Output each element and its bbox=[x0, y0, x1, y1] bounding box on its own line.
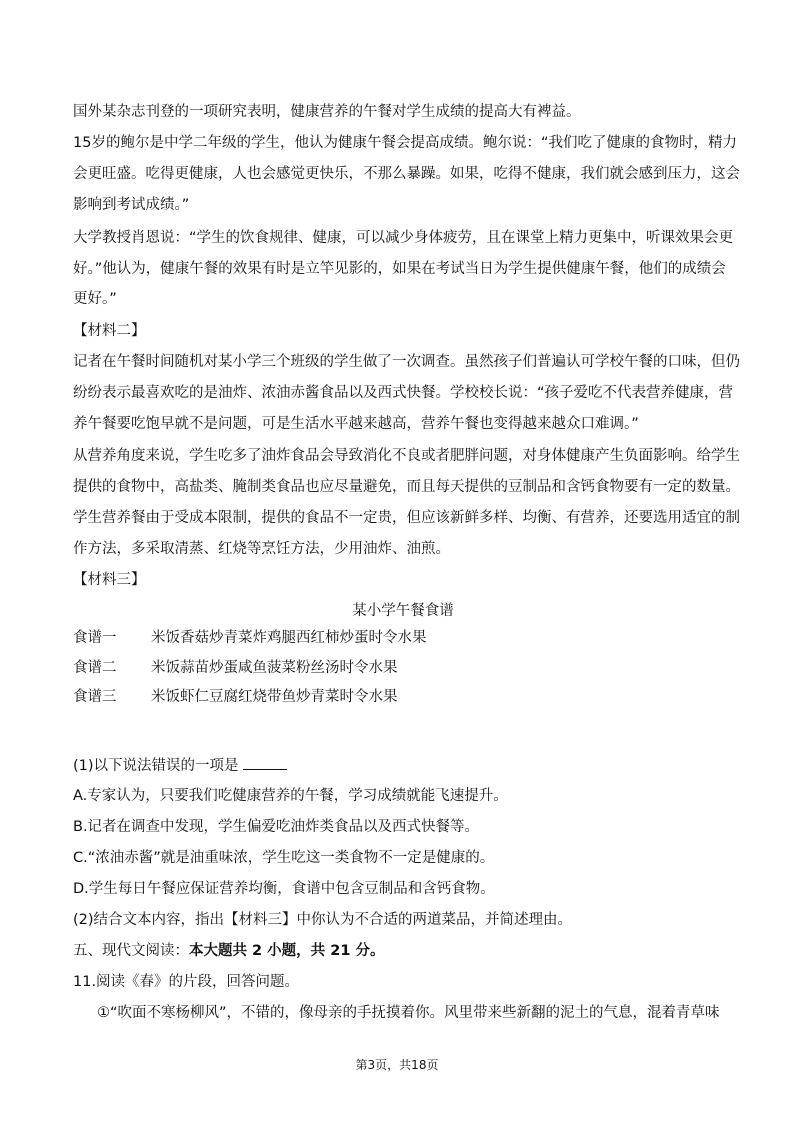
paragraph-line: 纷纷表示最喜欢吃的是油炸、浓油赤酱食品以及西式快餐。学校校长说：“孩子爱吃不代表营养健康，营 bbox=[73, 385, 734, 401]
paragraph-line: 国外某杂志刊登的一项研究表明，健康营养的午餐对学生成绩的提高大有裨益。 bbox=[73, 104, 581, 120]
paragraph-line: 提供的食物中，高盐类、腌制类食品也应尽量避免，而且每天提供的豆制品和含钙食物要有一定的数量。 bbox=[73, 479, 740, 495]
section-five-prefix: 五、现代文阅读： bbox=[73, 943, 189, 959]
section-five-heading bbox=[73, 941, 733, 961]
menu-row bbox=[73, 687, 398, 707]
menu-row-name: 食谱三 bbox=[73, 689, 117, 705]
option-a: A.专家认为，只要我们吃健康营养的午餐，学习成绩就能飞速提升。 bbox=[73, 788, 508, 804]
excerpt-line: ①“吹面不寒杨柳风”，不错的，像母亲的手抚摸着你。风里带来些新翻的泥土的气息，混着青草味 bbox=[97, 1005, 720, 1021]
option-d: D.学生每日午餐应保证营养均衡，食谱中包含豆制品和含钙食物。 bbox=[73, 881, 495, 897]
question-11: 11.阅读《春》的片段，回答问题。 bbox=[73, 974, 300, 990]
menu-row bbox=[73, 628, 427, 648]
answer-blank[interactable] bbox=[243, 755, 287, 770]
paragraph-line: 影响到考试成绩。” bbox=[73, 197, 190, 213]
question-1-text: (1)以下说法错误的一项是 bbox=[73, 758, 239, 774]
menu-row-items: 米饭蒜苗炒蛋咸鱼菠菜粉丝汤时令水果 bbox=[151, 660, 398, 676]
menu-row-items: 米饭虾仁豆腐红烧带鱼炒青菜时令水果 bbox=[151, 689, 398, 705]
material-three-heading: 【材料三】 bbox=[73, 572, 146, 588]
paragraph-line: 记者在午餐时间随机对某小学三个班级的学生做了一次调查。虽然孩子们普遍认可学校午餐的口味，但仍 bbox=[73, 354, 740, 370]
menu-title: 某小学午餐食谱 bbox=[352, 603, 454, 619]
paragraph-line: 大学教授肖恩说：“学生的饮食规律、健康，可以减少身体疲劳，且在课堂上精力更集中，听课效果会更 bbox=[73, 230, 734, 246]
paragraph-line: 好。”他认为，健康午餐的效果有时是立竿见影的，如果在考试当日为学生提供健康午餐，他们的成绩会 bbox=[73, 261, 726, 277]
question-2: (2)结合文本内容，指出【材料三】中你认为不合适的两道菜品，并简述理由。 bbox=[73, 912, 573, 928]
section-five-detail: 本大题共 2 小题，共 21 分。 bbox=[189, 943, 385, 959]
paragraph-line: 会更旺盛。吃得更健康，人也会感觉更快乐，不那么暴躁。如果，吃得不健康，我们就会感到压力，这会 bbox=[73, 166, 740, 182]
menu-row bbox=[73, 658, 398, 678]
question-1 bbox=[73, 755, 733, 776]
paragraph-line: 养午餐要吃饱早就不是问题，可是生活水平越来越高，营养午餐也变得越来越众口难调。” bbox=[73, 416, 639, 432]
paragraph-line: 15岁的鲍尔是中学二年级的学生，他认为健康午餐会提高成绩。鲍尔说：“我们吃了健康的食物时，精力 bbox=[73, 135, 737, 151]
menu-row-name: 食谱二 bbox=[73, 660, 117, 676]
page-footer: 第3页，共18页 bbox=[355, 1058, 439, 1072]
material-two-heading: 【材料二】 bbox=[73, 323, 146, 339]
menu-row-items: 米饭香菇炒青菜炸鸡腿西红柿炒蛋时令水果 bbox=[151, 630, 427, 646]
paragraph-line: 作方法，多采取清蒸、红烧等烹饪方法，少用油炸、油煎。 bbox=[73, 541, 450, 557]
paragraph-line: 更好。” bbox=[73, 291, 117, 307]
menu-row-name: 食谱一 bbox=[73, 630, 117, 646]
option-b: B.记者在调查中发现，学生偏爱吃油炸类食品以及西式快餐等。 bbox=[73, 819, 480, 835]
paragraph-line: 从营养角度来说，学生吃多了油炸食品会导致消化不良或者肥胖问题，对身体健康产生负面影响。给学生 bbox=[73, 448, 740, 464]
option-c: C.“浓油赤酱”就是油重味浓，学生吃这一类食物不一定是健康的。 bbox=[73, 850, 495, 866]
paragraph-line: 学生营养餐由于受成本限制，提供的食品不一定贵，但应该新鲜多样、均衡、有营养，还要选用适宜的制 bbox=[73, 510, 740, 526]
